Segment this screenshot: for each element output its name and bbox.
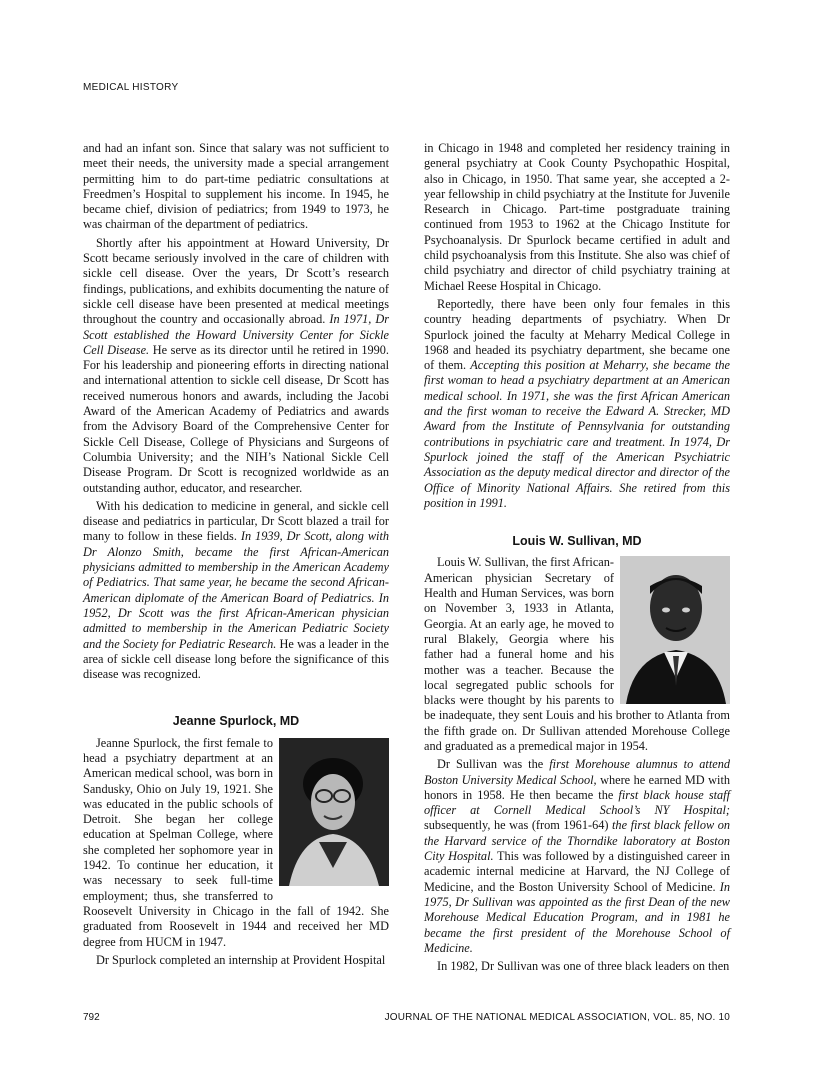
scott-italic-highlight-2: In 1939, Dr Scott, along with Dr Alonzo Smith, became the first African-American physicians admitted to membership in the American Academy of Pediatrics. That same year, he became the second African-American diplomate of the American Board of Pediatrics. In 1952, Dr Scott was the first African-American physician admitted to membership in the American Pediatric Society and the Society for Pediatric Research. bbox=[83, 529, 390, 651]
spurlock-heading: Jeanne Spurlock, MD bbox=[172, 714, 300, 729]
spurlock-paragraph-3: in Chicago in 1948 and completed her residency training in general psychiatry at Cook County Psychopathic Hospital, also in Chicago, in 1950. That same year, she accepted a 2-year fellowship in child psychiatry at the Institute for Juvenile Research in Chicago. Part-time postgraduate training continued from 1953 to 1962 at the Chicago Institute for Psychoanalysis. Dr Spurlock became certified in adult and child psychoanalysis from this Institute. She also was chief of child psychiatry and director of child psychiatry training at Michael Reese Hospital in Chicago. bbox=[424, 141, 730, 293]
left-column bbox=[83, 141, 389, 971]
spurlock-paragraph-4: Reportedly, there have been only four females in this country heading departments of psychiatry. When Dr Spurlock joined the faculty at Meharry Medical College in 1968 and headed its psychiatry department, she became one of them. Accepting this position at Meharry, she became the first woman to head a psychiatry department at an American medical school. In 1971, she was the first African American and the first woman to receive the Edward A. Strecker, MD Award from the Institute of Pennsylvania for outstanding contributions in psychiatric care and treatment. In 1974, Dr Spurlock joined the staff of the American Psychiatric Association as the deputy medical director and director of the Office of Minority National Affairs. She retired from this position in 1991. bbox=[424, 296, 731, 510]
scott-paragraph-3: With his dedication to medicine in general, and sickle cell disease and pediatrics in particular, Dr Scott blazed a trail for many to follow in these fields. In 1939, Dr Scott, along with Dr Alonzo Smith, became the first African-American physicians admitted to membership in the American Academy of Pediatrics. That same year, he became the second African-American diplomate of the American Board of Pediatrics. In 1952, Dr Scott was the first African-American physician admitted to membership in the American Pediatric Society and the Society for Pediatric Research. He was a leader in the area of sickle cell disease long before the significance of this disease was recognized. bbox=[83, 498, 390, 682]
right-column bbox=[424, 141, 730, 977]
spurlock-portrait-photo bbox=[279, 738, 389, 886]
page-number: 792 bbox=[83, 1012, 100, 1023]
spurlock-paragraph-2: Dr Spurlock completed an internship at Provident Hospital bbox=[96, 952, 386, 967]
scott-paragraph-2: Shortly after his appointment at Howard University, Dr Scott became seriously involved in the care of children with sickle cell disease. Over the years, Dr Scott’s research findings, publications, and exhibits documenting the nature of sickle cell disease have been presented at medical meetings throughout the country and occasionally abroad. In 1971, Dr Scott established the Howard University Center for Sickle Cell Disease. He serve as its director until he retired in 1990. For his leadership and pioneering efforts in directing national and international attention to sickle cell disease, Dr Scott has received numerous honors and awards, including the Jacobi Award of the American Academy of Pediatrics and awards from the Advisory Board of the Comprehensive Center for Sickle Cell Disease, College of Physicians and Surgeons of Columbia University; and the NIH’s National Sickle Cell Disease Program. Dr Scott is recognized worldwide as an outstanding author, educator, and researcher. bbox=[83, 235, 389, 495]
sullivan-paragraph-2: Dr Sullivan was the first Morehouse alumnus to attend Boston University Medical School, where he earned MD with honors in 1958. He then became the first black house staff officer at Cornell Medical School’s NY Hospital; subsequently, he was (from 1961-64) the first black fellow on the Harvard service of the Thorndike laboratory at Boston City Hospital. This was followed by a distinguished career in academic internal medicine at Harvard, the NJ College of Medicine, and the Boston University School of Medicine. In 1975, Dr Sullivan was appointed as the first Dean of the new Morehouse Medical Education Program, and in 1981 he became the first president of the Morehouse School of Medicine. bbox=[424, 757, 731, 955]
spurlock-italic-highlight: Accepting this position at Meharry, she became the first woman to head a psychiatry department at an American medical school. In 1971, she was the first African American and the first woman to receive the Edward A. Strecker, MD Award from the Institute of Pennsylvania for outstanding contributions in psychiatric care and treatment. In 1974, Dr Spurlock joined the staff of the American Psychiatric Association as the deputy medical director and director of the Office of Minority National Affairs. She retired from this position in 1991. bbox=[424, 358, 731, 510]
journal-citation: JOURNAL OF THE NATIONAL MEDICAL ASSOCIATION, VOL. 85, NO. 10 bbox=[384, 1012, 730, 1023]
sullivan-portrait-photo bbox=[620, 556, 730, 704]
sullivan-heading: Louis W. Sullivan, MD bbox=[512, 534, 642, 549]
scott-paragraph-1: and had an infant son. Since that salary was not sufficient to meet their needs, the university made a special arrangement permitting him to do part-time pediatric consultations at Freedmen’s Hospital to supplement his income. In 1945, he became chief, division of pediatrics; from 1949 to 1973, he was chairman of the department of pediatrics. bbox=[83, 141, 389, 232]
sullivan-paragraph-1: Louis W. Sullivan, the first African-American physician Secretary of Health and Human Services, was born on November 3, 1933 in Atlanta, Georgia. At an early age, he moved to rural Blakely, Georgia where his father had a funeral home and his mother was a teacher. Because the local segregated public schools for blacks were thought by his parents to be inadequate, they sent Louis and his brother to Atlanta from the fifth grade on. Dr Sullivan attended Morehouse College and graduated as a premedical major in 1954. bbox=[424, 555, 730, 753]
spurlock-paragraph-1: Jeanne Spurlock, the first female to head a psychiatry department at an American medical school, was born in Sandusky, Ohio on July 19, 1921. She was educated in the public schools of Detroit. She began her college education at Spelman College, where she completed her sophomore year in 1942. To continue her education, it was necessary to seek full-time employment; thus, she transferred to Roosevelt University in Chicago in the fall of 1942. She graduated from Roosevelt in 1944 and received her MD degree from HUCM in 1947. bbox=[83, 735, 389, 949]
scott-italic-highlight-1: In 1971, Dr Scott established the Howard University Center for Sickle Cell Disease. bbox=[83, 312, 389, 357]
sullivan-paragraph-3: In 1982, Dr Sullivan was one of three black leaders on then bbox=[437, 959, 730, 974]
running-head: MEDICAL HISTORY bbox=[83, 82, 179, 93]
